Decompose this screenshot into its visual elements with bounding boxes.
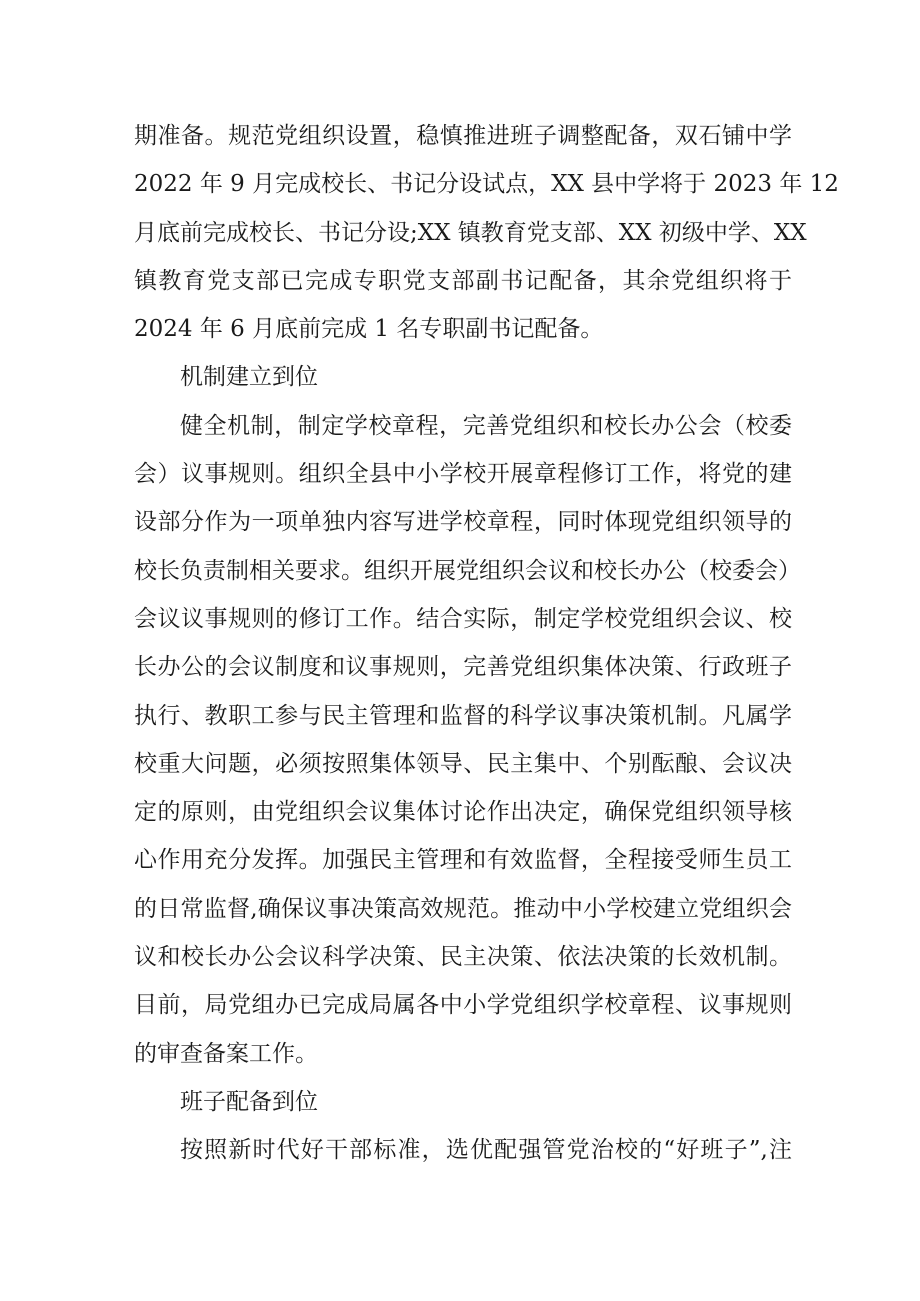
text-line: 2022 年 9 月完成校长、书记分设试点，XX 县中学将于 2023 年 12 [134, 171, 839, 198]
text-line: 校长负责制相关要求。组织开展党组织会议和校长办公（校委会） [134, 557, 801, 584]
text-line: 健全机制，制定学校章程，完善党组织和校长办公会（校委 [180, 412, 792, 439]
section-heading-mechanism: 机制建立到位 [180, 364, 318, 391]
text-line: 镇教育党支部已完成专职党支部副书记配备，其余党组织将于 [134, 267, 792, 294]
text-line: 定的原则，由党组织会议集体讨论作出决定，确保党组织领导核 [134, 799, 792, 826]
paragraph-intro [134, 112, 839, 353]
text-line: 月底前完成校长、书记分设;XX 镇教育党支部、XX 初级中学、XX [134, 219, 807, 246]
text-line: 执行、教职工参与民主管理和监督的科学议事决策机制。凡属学 [134, 702, 792, 729]
text-line: 按照新时代好干部标准，选优配强管党治校的“好班子”,注 [180, 1137, 792, 1164]
text-line: 期准备。规范党组织设置，稳慎推进班子调整配备，双石铺中学 [134, 123, 792, 149]
text-line: 会）议事规则。组织全县中小学校开展章程修订工作，将党的建 [134, 461, 792, 488]
paragraph-team [134, 1126, 792, 1174]
text-line: 2024 年 6 月底前完成 1 名专职副书记配备。 [134, 316, 604, 343]
text-line: 会议议事规则的修订工作。结合实际，制定学校党组织会议、校 [134, 605, 792, 632]
paragraph-mechanism [134, 402, 801, 1078]
text-line: 校重大问题，必须按照集体领导、民主集中、个别酝酿、会议决 [134, 750, 792, 777]
text-line: 心作用充分发挥。加强民主管理和有效监督，全程接受师生员工 [134, 847, 792, 874]
text-line: 目前，局党组办已完成局属各中小学党组织学校章程、议事规则 [134, 992, 792, 1019]
text-line: 设部分作为一项单独内容写进学校章程，同时体现党组织领导的 [134, 509, 792, 536]
text-line: 议和校长办公会议科学决策、民主决策、依法决策的长效机制。 [134, 944, 792, 971]
text-line: 的日常监督,确保议事决策高效规范。推动中小学校建立党组织会 [134, 895, 792, 922]
section-heading-team: 班子配备到位 [180, 1088, 318, 1115]
text-line: 的审查备案工作。 [134, 1040, 318, 1067]
text-line: 长办公的会议制度和议事规则，完善党组织集体决策、行政班子 [134, 654, 792, 681]
